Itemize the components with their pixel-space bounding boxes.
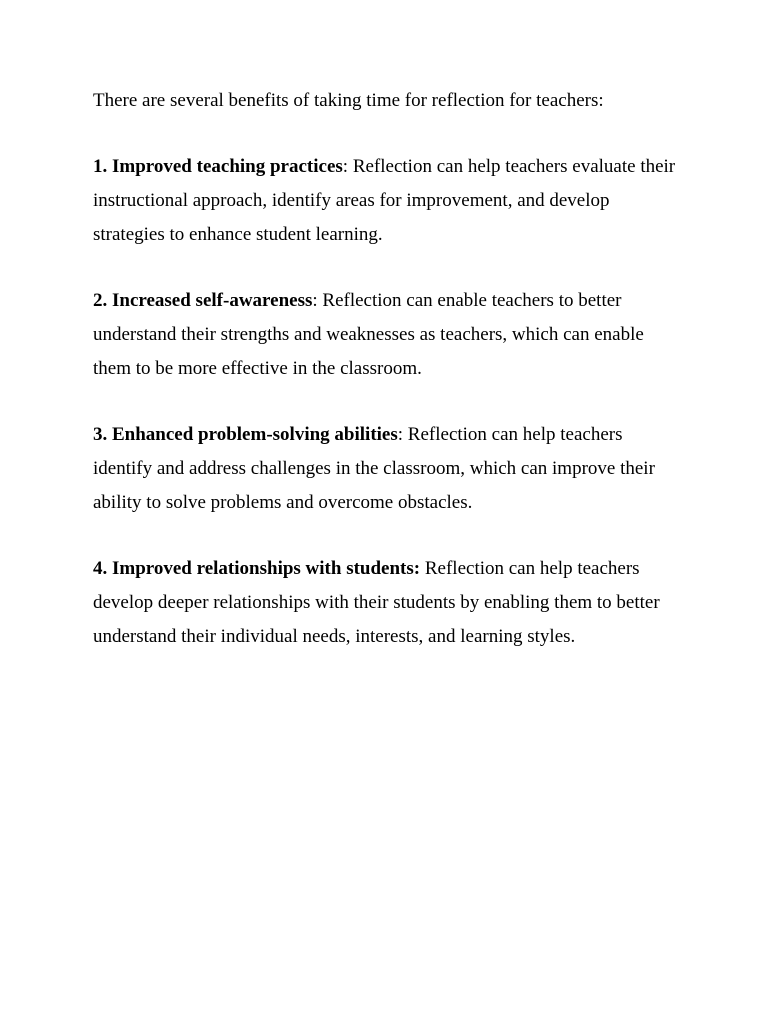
benefit-body: Reflection can help teachers evaluate their instructional approach, identify areas for improvement, and develop strategies to enhance student learning. <box>93 156 676 245</box>
benefit-body: Reflection can help teachers develop deeper relationships with their students by enabling them to better understand their individual needs, interests, and learning styles. <box>93 558 660 647</box>
document-page <box>93 84 683 686</box>
intro-paragraph: There are several benefits of taking time for reflection for teachers: <box>93 90 604 111</box>
benefit-item-3 <box>93 418 683 520</box>
benefit-heading: 4. Improved relationships with students: <box>93 558 421 579</box>
benefit-heading: 2. Increased self-awareness <box>93 290 313 311</box>
benefit-item-2 <box>93 284 683 386</box>
benefit-separator: : <box>342 156 349 177</box>
benefit-item-4 <box>93 552 683 654</box>
benefit-heading: 3. Enhanced problem-solving abilities <box>93 424 398 445</box>
benefit-separator: : <box>312 290 318 311</box>
benefit-body: Reflection can help teachers identify and address challenges in the classroom, which can improve their ability to solve problems and overcome obstacles. <box>93 424 655 513</box>
benefit-body: Reflection can enable teachers to better understand their strengths and weaknesses as teachers, which can enable them to be more effective in the classroom. <box>93 290 644 379</box>
benefit-heading: 1. Improved teaching practices <box>93 156 343 177</box>
benefit-item-1 <box>93 150 683 252</box>
benefit-separator: : <box>397 424 404 445</box>
